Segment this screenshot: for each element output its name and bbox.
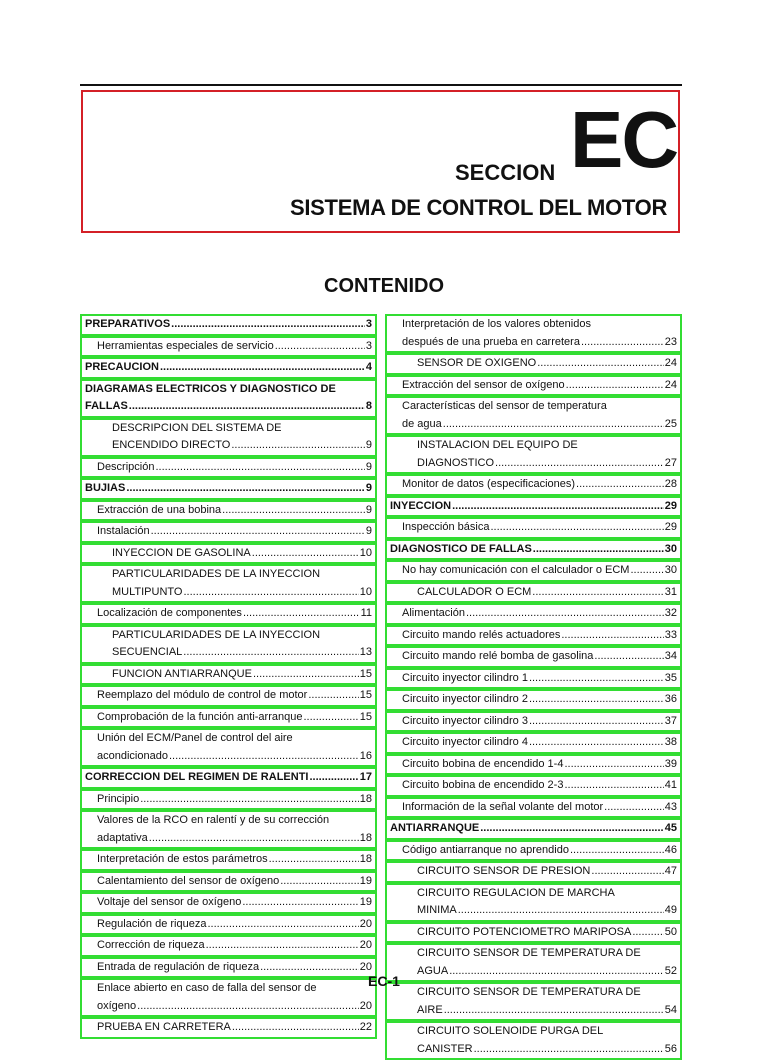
toc-entry[interactable] — [80, 564, 377, 603]
toc-entry[interactable] — [80, 314, 377, 336]
toc-leader-dots — [140, 791, 359, 809]
toc-leader-dots — [495, 455, 664, 473]
toc-entry[interactable] — [80, 625, 377, 664]
toc-entry[interactable] — [80, 767, 377, 789]
toc-entry-page: 19 — [359, 874, 372, 887]
toc-leader-dots — [444, 1002, 664, 1020]
toc-leader-dots — [561, 627, 663, 645]
toc-entry[interactable] — [80, 603, 377, 625]
toc-entry-text: CIRCUITO SOLENOIDE PURGA DEL — [417, 1025, 604, 1037]
header-rule — [80, 84, 682, 86]
toc-entry[interactable] — [80, 457, 377, 479]
toc-entry-text: Unión del ECM/Panel de control del aire — [97, 732, 293, 744]
toc-entry-text: de agua — [402, 417, 442, 430]
toc-entry-text: FUNCION ANTIARRANQUE — [112, 667, 252, 680]
toc-entry-page: 47 — [664, 865, 677, 877]
toc-leader-dots — [275, 338, 365, 356]
toc-entry[interactable] — [80, 500, 377, 522]
toc-entry[interactable] — [385, 1021, 682, 1060]
toc-entry-page: 3 — [365, 318, 372, 330]
toc-entry[interactable] — [385, 775, 682, 797]
toc-leader-dots — [252, 545, 359, 563]
toc-entry[interactable] — [385, 314, 682, 353]
toc-entry-text: CIRCUITO SENSOR DE TEMPERATURA DE — [417, 947, 641, 959]
toc-leader-dots — [529, 713, 664, 731]
toc-entry-text: CIRCUITO POTENCIOMETRO MARIPOSA — [417, 925, 632, 938]
toc-entry-page: 4 — [365, 361, 372, 373]
toc-entry-text: INSTALACION DEL EQUIPO DE — [417, 439, 578, 451]
toc-leader-dots — [303, 709, 358, 727]
toc-entry-text: PRECAUCION — [85, 361, 159, 373]
toc-entry-page: 15 — [359, 710, 372, 723]
toc-entry-text: Calentamiento del sensor de oxígeno — [97, 874, 280, 887]
toc-entry-text: CALCULADOR O ECM — [417, 585, 532, 598]
toc-entry[interactable] — [385, 539, 682, 561]
toc-entry-page: 50 — [664, 925, 677, 938]
toc-entry[interactable] — [385, 353, 682, 375]
toc-entry-text: Corrección de riqueza — [97, 939, 205, 951]
toc-entry-text: Circuito inyector cilindro 2 — [402, 693, 528, 705]
toc-leader-dots — [458, 902, 664, 920]
toc-entry-text: MINIMA — [417, 904, 457, 916]
toc-entry-text: INYECCION — [390, 499, 452, 512]
toc-entry-text: ANTIARRANQUE — [390, 822, 480, 834]
toc-entry[interactable] — [80, 478, 377, 500]
toc-entry-page: 30 — [664, 564, 677, 576]
toc-leader-dots — [466, 605, 664, 623]
toc-entry-text: DESCRIPCION DEL SISTEMA DE — [112, 421, 282, 434]
toc-leader-dots — [604, 799, 664, 817]
toc-entry-page: 49 — [664, 904, 677, 916]
toc-entry-text: Voltaje del sensor de oxígeno — [97, 896, 242, 908]
toc-entry-text: SENSOR DE OXIGENO — [417, 357, 537, 369]
toc-entry[interactable] — [385, 517, 682, 539]
toc-leader-dots — [126, 480, 365, 498]
toc-entry-text: oxígeno — [97, 999, 137, 1012]
toc-entry-page: 38 — [664, 736, 677, 748]
toc-entry[interactable] — [80, 935, 377, 957]
toc-entry-text: Código antiarranque no aprendido — [402, 843, 569, 856]
toc-entry-page: 20 — [359, 999, 372, 1012]
toc-entry-text: Interpretación de los valores obtenidos — [402, 318, 591, 330]
toc-entry-page: 54 — [664, 1003, 677, 1016]
toc-entry-page: 30 — [664, 542, 677, 555]
toc-leader-dots — [242, 894, 358, 912]
toc-entry-page: 52 — [664, 964, 677, 977]
section-word: SECCION — [455, 160, 556, 185]
toc-entry-text: Circuito inyector cilindro 3 — [402, 714, 528, 727]
toc-entry-page: 25 — [664, 417, 677, 430]
toc-entry-page: 36 — [664, 693, 677, 705]
toc-entry-text: Interpretación de estos parámetros — [97, 853, 268, 865]
toc-entry-text: CIRCUITO SENSOR DE TEMPERATURA DE — [417, 986, 641, 998]
toc-entry-text: PARTICULARIDADES DE LA INYECCION — [112, 628, 321, 641]
toc-leader-dots — [184, 584, 359, 602]
toc-entry-page: 29 — [664, 499, 677, 512]
page-number: EC-1 — [368, 973, 400, 989]
toc-leader-dots — [231, 437, 365, 455]
toc-entry-text: Regulación de riqueza — [97, 917, 207, 930]
toc-entry-page: 22 — [359, 1021, 372, 1033]
toc-entry-page: 20 — [359, 960, 372, 973]
toc-entry-text: Herramientas especiales de servicio — [97, 339, 274, 352]
toc-entry-text: Localización de componentes — [97, 607, 242, 619]
toc-leader-dots — [570, 842, 664, 860]
toc-entry-page: 56 — [664, 1042, 677, 1055]
toc-leader-dots — [480, 820, 664, 838]
toc-leader-dots — [581, 334, 664, 352]
toc-entry-page: 18 — [359, 792, 372, 805]
toc-leader-dots — [155, 459, 364, 477]
toc-entry-page: 20 — [359, 917, 372, 930]
toc-entry-text: Principio — [97, 792, 140, 805]
toc-entry-page: 3 — [365, 339, 372, 352]
toc-entry[interactable] — [385, 754, 682, 776]
toc-entry-page: 46 — [664, 843, 677, 856]
toc-entry-text: Valores de la RCO en ralentí y de su corrección — [97, 814, 330, 826]
toc-entry[interactable] — [385, 375, 682, 397]
toc-entry-page: 15 — [359, 667, 372, 680]
toc-entry-page: 13 — [359, 646, 372, 658]
toc-entry-page: 27 — [664, 456, 677, 469]
toc-entry[interactable] — [385, 396, 682, 435]
toc-entry[interactable] — [385, 474, 682, 496]
toc-entry-page: 10 — [359, 546, 372, 559]
toc-leader-dots — [443, 416, 664, 434]
toc-leader-dots — [222, 502, 365, 520]
toc-entry[interactable] — [385, 922, 682, 944]
toc-entry-text: No hay comunicación con el calculador o ECM — [402, 564, 630, 576]
toc-leader-dots — [243, 605, 360, 623]
toc-leader-dots — [490, 519, 663, 537]
toc-leader-dots — [632, 924, 663, 942]
toc-entry-page: 9 — [365, 503, 372, 516]
toc-entry-text: MULTIPUNTO — [112, 585, 183, 598]
toc-entry-text: AGUA — [417, 964, 449, 977]
toc-entry-text: acondicionado — [97, 749, 168, 762]
toc-entry-text: AIRE — [417, 1003, 443, 1016]
toc-entry[interactable] — [385, 668, 682, 690]
toc-leader-dots — [537, 355, 664, 373]
toc-entry-page: 39 — [664, 757, 677, 770]
toc-entry-text: Circuito bobina de encendido 1-4 — [402, 757, 564, 770]
toc-entry[interactable] — [385, 711, 682, 733]
toc-leader-dots — [529, 734, 664, 752]
toc-entry-page: 43 — [664, 800, 677, 813]
toc-leader-dots — [452, 498, 664, 516]
toc-entry-page: 8 — [365, 400, 372, 412]
toc-entry-page: 35 — [664, 671, 677, 684]
toc-entry-text: Circuito bobina de encendido 2-3 — [402, 779, 564, 791]
toc-leader-dots — [149, 830, 359, 848]
toc-entry-text: CIRCUITO REGULACION DE MARCHA — [417, 886, 615, 899]
toc-leader-dots — [269, 851, 359, 869]
toc-entry[interactable] — [385, 732, 682, 754]
toc-entry-text: PRUEBA EN CARRETERA — [97, 1021, 231, 1033]
toc-entry[interactable] — [385, 582, 682, 604]
toc-entry[interactable] — [80, 728, 377, 767]
toc-entry-text: DIAGRAMAS ELECTRICOS Y DIAGNOSTICO DE — [85, 382, 336, 395]
toc-entry-page: 15 — [359, 689, 372, 701]
toc-right-column — [385, 314, 682, 1060]
toc-leader-dots — [566, 377, 664, 395]
toc-entry-text: Circuito mando relés actuadores — [402, 628, 561, 641]
toc-leader-dots — [183, 644, 358, 662]
toc-entry-page: 41 — [664, 779, 677, 791]
toc-entry-text: Información de la señal volante del motor — [402, 800, 604, 813]
toc-entry-page: 29 — [664, 521, 677, 533]
toc-entry[interactable] — [385, 603, 682, 625]
toc-entry[interactable] — [80, 664, 377, 686]
toc-leader-dots — [232, 1019, 359, 1037]
toc-entry-page: 9 — [365, 525, 372, 537]
toc-entry-text: SECUENCIAL — [112, 646, 183, 658]
toc-entry-text: Entrada de regulación de riqueza — [97, 960, 260, 973]
toc-leader-dots — [151, 523, 365, 541]
toc-entry-page: 32 — [664, 607, 677, 619]
toc-entry-text: PREPARATIVOS — [85, 318, 171, 330]
toc-entry-text: CORRECCION DEL REGIMEN DE RALENTI — [85, 771, 309, 783]
toc-entry[interactable] — [385, 883, 682, 922]
toc-entry[interactable] — [80, 685, 377, 707]
toc-entry[interactable] — [80, 849, 377, 871]
toc-leader-dots — [591, 863, 663, 881]
toc-entry[interactable] — [80, 789, 377, 811]
toc-entry-text: FALLAS — [85, 400, 128, 412]
toc-entry-text: Monitor de datos (especificaciones) — [402, 478, 576, 490]
toc-leader-dots — [529, 670, 664, 688]
toc-entry-page: 16 — [359, 749, 372, 762]
toc-entry[interactable] — [80, 379, 377, 418]
toc-entry-page: 9 — [365, 482, 372, 494]
toc-entry-text: INYECCION DE GASOLINA — [112, 546, 251, 559]
toc-entry-text: Alimentación — [402, 607, 465, 619]
toc-leader-dots — [280, 873, 359, 891]
toc-entry-text: Enlace abierto en caso de falla del sensor de — [97, 982, 317, 994]
toc-entry[interactable] — [385, 496, 682, 518]
toc-entry-text: PARTICULARIDADES DE LA INYECCION — [112, 568, 321, 580]
toc-entry[interactable] — [80, 892, 377, 914]
toc-entry[interactable] — [385, 840, 682, 862]
toc-entry-text: CANISTER — [417, 1042, 473, 1055]
toc-entry-page: 10 — [359, 585, 372, 598]
toc-entry[interactable] — [80, 336, 377, 358]
toc-entry[interactable] — [80, 543, 377, 565]
toc-entry[interactable] — [80, 357, 377, 379]
toc-entry-page: 37 — [664, 714, 677, 727]
toc-entry-page: 17 — [359, 771, 372, 783]
toc-entry-page: 31 — [664, 585, 677, 598]
toc-entry-text: BUJIAS — [85, 482, 126, 494]
toc-leader-dots — [576, 476, 664, 494]
toc-entry[interactable] — [385, 646, 682, 668]
toc-entry-page: 23 — [664, 335, 677, 348]
toc-entry-page: 11 — [360, 607, 372, 619]
toc-entry-text: Descripción — [97, 460, 155, 473]
toc-entry-text: Reemplazo del módulo de control de motor — [97, 689, 308, 701]
toc-leader-dots — [308, 687, 358, 705]
toc-entry-page: 9 — [365, 460, 372, 473]
toc-entry-text: Características del sensor de temperatura — [402, 400, 607, 412]
toc-entry[interactable] — [80, 521, 377, 543]
toc-entry-text: Circuito mando relé bomba de gasolina — [402, 650, 594, 662]
toc-entry-text: DIAGNOSTICO DE FALLAS — [390, 542, 532, 555]
toc-entry[interactable] — [385, 861, 682, 883]
toc-entry-text: Comprobación de la función anti-arranque — [97, 710, 303, 723]
toc-entry-page: 24 — [664, 378, 677, 391]
toc-entry-page: 9 — [365, 439, 372, 451]
toc-leader-dots — [533, 541, 664, 559]
toc-leader-dots — [529, 691, 664, 709]
toc-entry-page: 19 — [359, 896, 372, 908]
toc-entry-page: 18 — [359, 853, 372, 865]
toc-entry-text: Circuito inyector cilindro 4 — [402, 736, 528, 748]
toc-entry-text: DIAGNOSTICO — [417, 456, 495, 469]
toc-heading: CONTENIDO — [324, 275, 444, 297]
toc-leader-dots — [137, 998, 359, 1016]
toc-entry[interactable] — [80, 1017, 377, 1039]
toc-leader-dots — [564, 777, 663, 795]
toc-entry[interactable] — [385, 689, 682, 711]
toc-leader-dots — [171, 316, 365, 334]
toc-leader-dots — [160, 359, 365, 377]
toc-entry-text: después de una prueba en carretera — [402, 335, 580, 348]
toc-leader-dots — [169, 748, 359, 766]
toc-leader-dots — [207, 916, 358, 934]
toc-leader-dots — [564, 756, 663, 774]
toc-entry[interactable] — [385, 435, 682, 474]
section-name: SISTEMA DE CONTROL DEL MOTOR — [290, 195, 668, 220]
toc-entry[interactable] — [80, 418, 377, 457]
toc-entry[interactable] — [80, 871, 377, 893]
toc-entry[interactable] — [80, 707, 377, 729]
toc-entry[interactable] — [80, 914, 377, 936]
toc-entry[interactable] — [385, 818, 682, 840]
toc-leader-dots — [532, 584, 663, 602]
toc-entry[interactable] — [385, 560, 682, 582]
toc-entry-page: 28 — [664, 478, 677, 490]
toc-entry-page: 33 — [664, 628, 677, 641]
toc-entry-text: Extracción de una bobina — [97, 503, 222, 516]
section-code: EC — [570, 95, 678, 184]
toc-entry-text: Instalación — [97, 525, 150, 537]
toc-entry-text: Circuito inyector cilindro 1 — [402, 671, 528, 684]
toc-leader-dots — [309, 769, 358, 787]
toc-entry-page: 34 — [664, 650, 677, 662]
toc-entry-page: 18 — [359, 831, 372, 844]
toc-leader-dots — [253, 666, 359, 684]
toc-entry[interactable] — [80, 810, 377, 849]
toc-left-column — [80, 314, 377, 1039]
toc-leader-dots — [474, 1041, 664, 1059]
toc-entry-text: Extracción del sensor de oxígeno — [402, 378, 565, 391]
toc-entry-text: ENCENDIDO DIRECTO — [112, 439, 231, 451]
toc-entry-page: 45 — [664, 822, 677, 834]
toc-entry-text: Inspección básica — [402, 521, 490, 533]
toc-entry-page: 20 — [359, 939, 372, 951]
toc-leader-dots — [630, 562, 663, 580]
toc-entry-page: 24 — [664, 357, 677, 369]
toc-entry[interactable] — [385, 625, 682, 647]
toc-leader-dots — [129, 398, 365, 416]
toc-leader-dots — [206, 937, 359, 955]
toc-entry-text: CIRCUITO SENSOR DE PRESION — [417, 865, 591, 877]
toc-entry[interactable] — [385, 797, 682, 819]
toc-entry-text: adaptativa — [97, 831, 148, 844]
toc-leader-dots — [594, 648, 663, 666]
